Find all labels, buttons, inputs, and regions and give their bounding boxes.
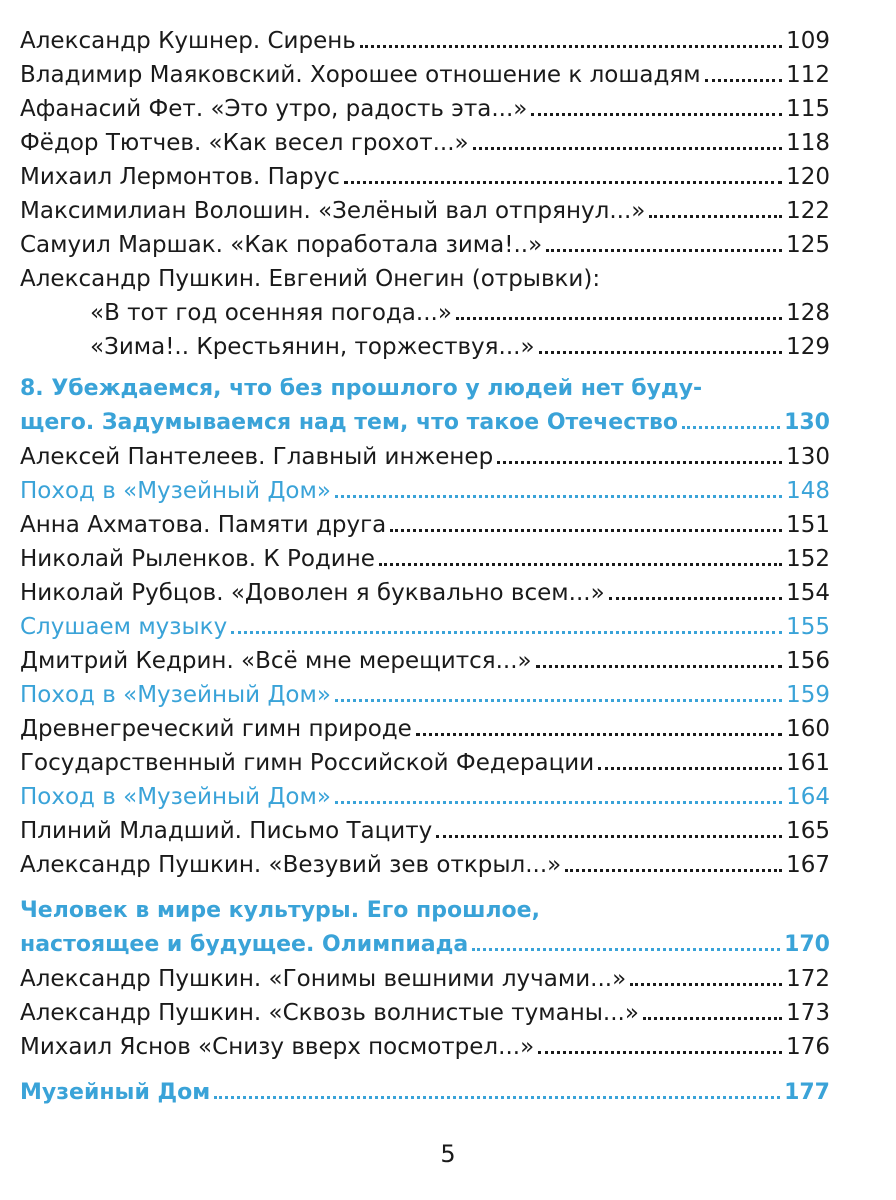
entry-page: 160 bbox=[786, 716, 830, 742]
entry-page: 164 bbox=[786, 784, 830, 810]
entry-page: 118 bbox=[786, 130, 830, 156]
toc-entry bbox=[20, 508, 830, 542]
entry-page: 151 bbox=[786, 512, 830, 538]
leader-dots bbox=[536, 665, 782, 668]
entry-title: Александр Пушкин. «Гонимы вешними лучами...» bbox=[20, 966, 627, 992]
entry-title: Анна Ахматова. Памяти друга bbox=[20, 512, 387, 538]
entry-title: Михаил Лермонтов. Парус bbox=[20, 164, 340, 190]
leader-dots bbox=[609, 597, 782, 600]
entry-page: 176 bbox=[786, 1034, 830, 1060]
entry-page: 152 bbox=[786, 546, 830, 572]
leader-dots bbox=[497, 461, 782, 464]
leader-dots bbox=[456, 317, 782, 320]
toc-entry-museum bbox=[20, 474, 830, 508]
toc-entry-museum bbox=[20, 678, 830, 712]
table-of-contents bbox=[20, 24, 830, 1110]
entry-page: 167 bbox=[786, 852, 830, 878]
entry-page: 165 bbox=[786, 818, 830, 844]
leader-dots bbox=[416, 733, 782, 736]
entry-page: 130 bbox=[784, 410, 830, 435]
leader-dots bbox=[531, 113, 782, 116]
entry-title: Александр Пушкин. «Везувий зев открыл...» bbox=[20, 852, 562, 878]
leader-dots bbox=[344, 181, 782, 184]
leader-dots bbox=[539, 351, 783, 354]
toc-entry bbox=[20, 712, 830, 746]
entry-page: 170 bbox=[784, 932, 830, 957]
toc-entry bbox=[20, 814, 830, 848]
toc-entry bbox=[20, 848, 830, 882]
section-heading-line bbox=[20, 1076, 830, 1110]
section-heading bbox=[20, 372, 830, 440]
toc-entry bbox=[20, 92, 830, 126]
entry-page: 161 bbox=[786, 750, 830, 776]
entry-title: Дмитрий Кедрин. «Всё мне мерещится...» bbox=[20, 648, 532, 674]
entry-title: Николай Рубцов. «Доволен я буквально всем...» bbox=[20, 580, 605, 606]
leader-dots bbox=[335, 495, 782, 498]
leader-dots bbox=[705, 79, 783, 82]
leader-dots bbox=[335, 801, 782, 804]
entry-title: Поход в «Музейный Дом» bbox=[20, 784, 331, 810]
entry-title: Алексей Пантелеев. Главный инженер bbox=[20, 444, 494, 470]
toc-entry bbox=[20, 160, 830, 194]
entry-title: Поход в «Музейный Дом» bbox=[20, 682, 331, 708]
leader-dots bbox=[538, 1051, 782, 1054]
entry-page: 156 bbox=[786, 648, 830, 674]
leader-dots bbox=[472, 948, 780, 951]
toc-entry bbox=[20, 644, 830, 678]
entry-title: Владимир Маяковский. Хорошее отношение к лошадям bbox=[20, 62, 701, 88]
section-heading-text: Музейный Дом bbox=[20, 1080, 211, 1105]
entry-title: Александр Пушкин. Евгений Онегин (отрывки): bbox=[20, 266, 601, 292]
toc-entry bbox=[20, 542, 830, 576]
toc-entry bbox=[20, 576, 830, 610]
entry-page: 125 bbox=[786, 232, 830, 258]
entry-title: Древнегреческий гимн природе bbox=[20, 716, 412, 742]
leader-dots bbox=[682, 426, 780, 429]
entry-title: Государственный гимн Российской Федерации bbox=[20, 750, 595, 776]
entry-page: 159 bbox=[786, 682, 830, 708]
entry-page: 115 bbox=[786, 96, 830, 122]
toc-entry bbox=[20, 962, 830, 996]
section-heading-line bbox=[20, 928, 830, 962]
leader-dots bbox=[231, 631, 782, 634]
toc-entry bbox=[20, 440, 830, 474]
toc-entry-museum bbox=[20, 780, 830, 814]
toc-entry bbox=[20, 126, 830, 160]
toc-entry bbox=[20, 746, 830, 780]
entry-page: 128 bbox=[786, 300, 830, 326]
entry-title: Михаил Яснов «Снизу вверх посмотрел...» bbox=[20, 1034, 535, 1060]
entry-title: Александр Пушкин. «Сквозь волнистые туманы...» bbox=[20, 1000, 639, 1026]
entry-page: 177 bbox=[784, 1080, 830, 1105]
toc-entry bbox=[20, 228, 830, 262]
entry-page: 155 bbox=[786, 614, 830, 640]
entry-page: 148 bbox=[786, 478, 830, 504]
entry-title: Максимилиан Волошин. «Зелёный вал отпрянул...» bbox=[20, 198, 646, 224]
toc-entry bbox=[20, 24, 830, 58]
entry-page: 130 bbox=[786, 444, 830, 470]
toc-entry bbox=[20, 58, 830, 92]
entry-page: 129 bbox=[786, 334, 830, 360]
toc-subentry bbox=[20, 330, 830, 364]
entry-title: Афанасий Фет. «Это утро, радость эта...» bbox=[20, 96, 528, 122]
toc-subentry bbox=[20, 296, 830, 330]
leader-dots bbox=[649, 215, 782, 218]
entry-page: 154 bbox=[786, 580, 830, 606]
entry-page: 122 bbox=[786, 198, 830, 224]
leader-dots bbox=[360, 45, 782, 48]
section-heading-line bbox=[20, 406, 830, 440]
section-heading-text: настоящее и будущее. Олимпиада bbox=[20, 932, 469, 957]
leader-dots bbox=[214, 1096, 780, 1099]
leader-dots bbox=[546, 249, 782, 252]
leader-dots bbox=[390, 529, 782, 532]
leader-dots bbox=[598, 767, 782, 770]
leader-dots bbox=[630, 983, 782, 986]
entry-title: Слушаем музыку bbox=[20, 614, 228, 640]
leader-dots bbox=[335, 699, 782, 702]
section-heading-line: 8. Убеждаемся, что без прошлого у людей нет буду- bbox=[20, 376, 703, 401]
toc-entry-heading bbox=[20, 262, 830, 296]
leader-dots bbox=[473, 147, 782, 150]
entry-title: Плиний Младший. Письмо Тациту bbox=[20, 818, 433, 844]
entry-page: 173 bbox=[786, 1000, 830, 1026]
entry-title: Александр Кушнер. Сирень bbox=[20, 28, 356, 54]
toc-entry bbox=[20, 1030, 830, 1064]
entry-title: Самуил Маршак. «Как поработала зима!..» bbox=[20, 232, 543, 258]
entry-page: 112 bbox=[786, 62, 830, 88]
entry-title: «Зима!.. Крестьянин, торжествуя...» bbox=[90, 334, 535, 360]
entry-title: Николай Рыленков. К Родине bbox=[20, 546, 375, 572]
entry-page: 109 bbox=[786, 28, 830, 54]
page-number: 5 bbox=[440, 1140, 456, 1168]
leader-dots bbox=[565, 869, 782, 872]
entry-title: «В тот год осенняя погода...» bbox=[90, 300, 452, 326]
toc-entry bbox=[20, 194, 830, 228]
leader-dots bbox=[643, 1017, 782, 1020]
toc-entry bbox=[20, 996, 830, 1030]
section-heading bbox=[20, 894, 830, 962]
section-heading-line: Человек в мире культуры. Его прошлое, bbox=[20, 898, 540, 923]
toc-entry-music bbox=[20, 610, 830, 644]
entry-page: 172 bbox=[786, 966, 830, 992]
section-heading bbox=[20, 1076, 830, 1110]
leader-dots bbox=[379, 563, 782, 566]
entry-page: 120 bbox=[786, 164, 830, 190]
leader-dots bbox=[436, 835, 782, 838]
entry-title: Фёдор Тютчев. «Как весел грохот...» bbox=[20, 130, 469, 156]
section-heading-text: щего. Задумываемся над тем, что такое Отечество bbox=[20, 410, 679, 435]
entry-title: Поход в «Музейный Дом» bbox=[20, 478, 331, 504]
